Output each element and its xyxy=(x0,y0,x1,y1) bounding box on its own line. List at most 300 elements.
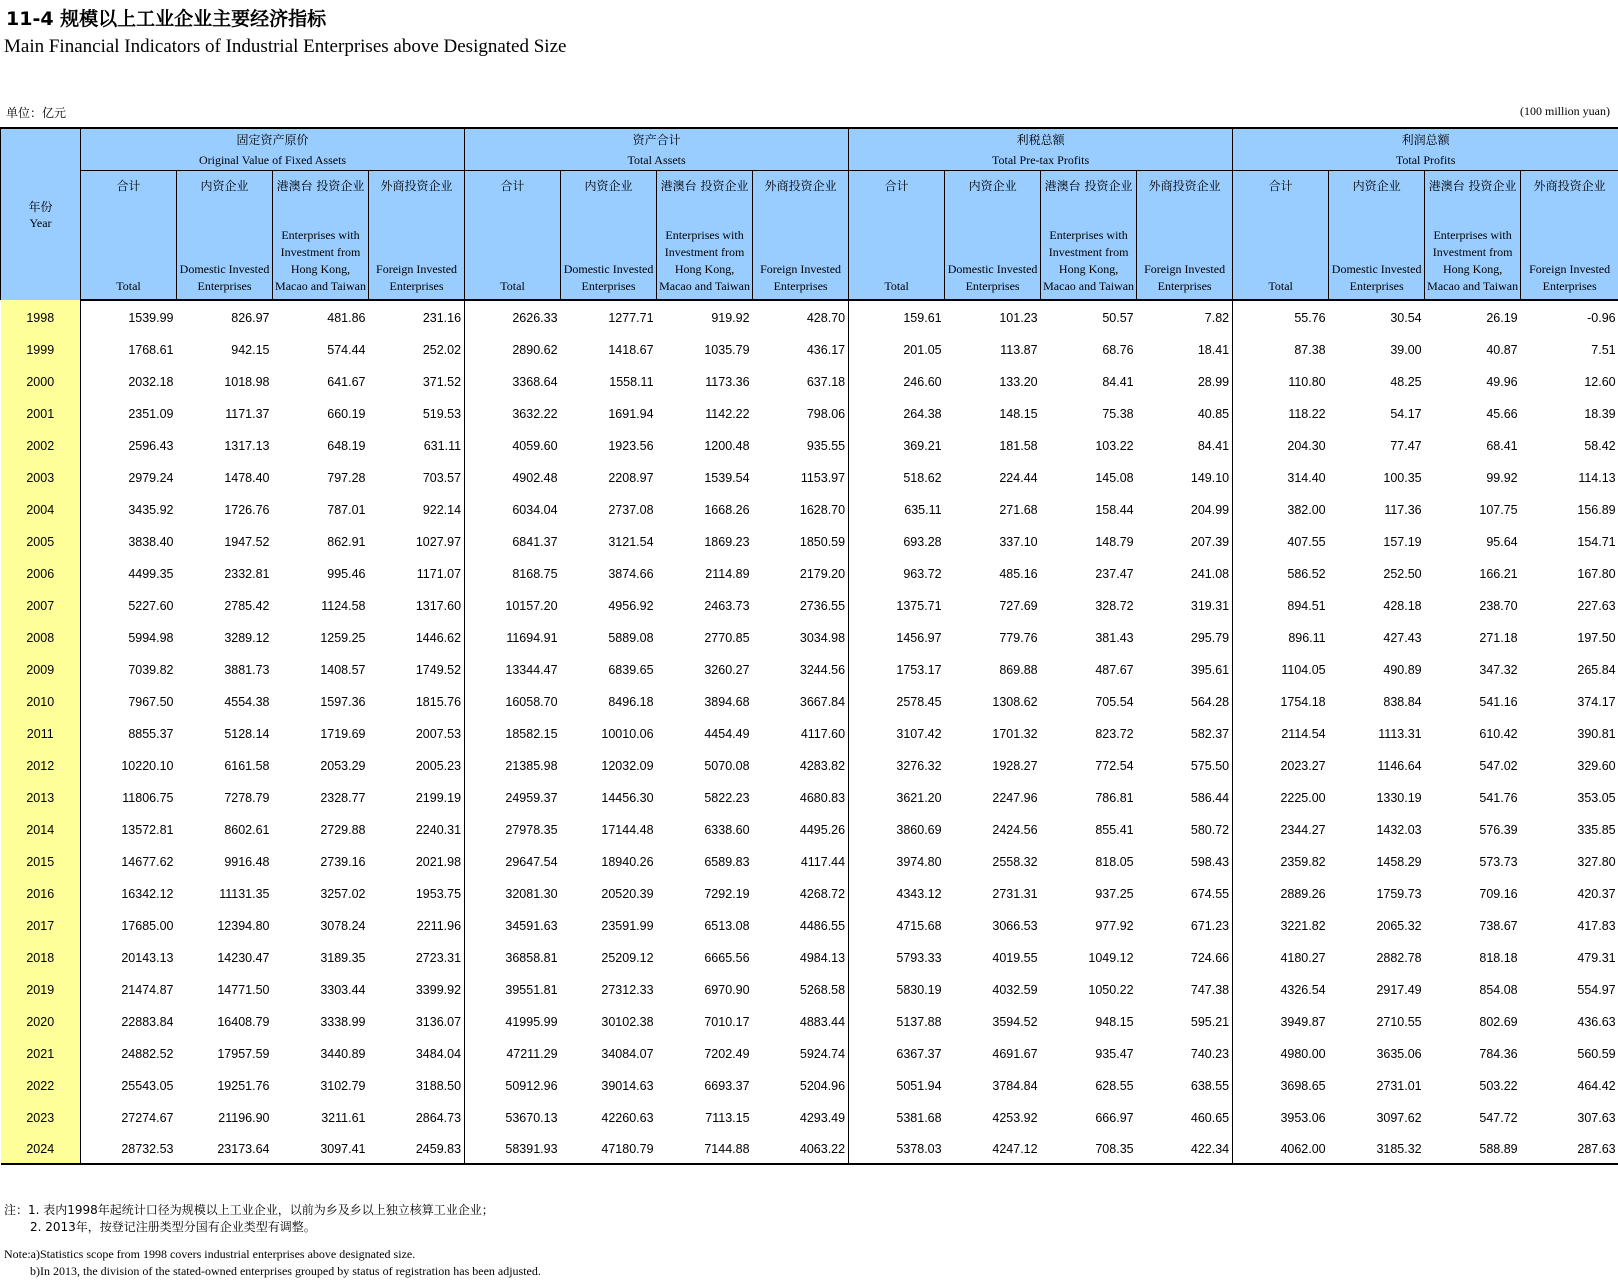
value-cell: 241.08 xyxy=(1137,556,1233,588)
value-cell: 586.44 xyxy=(1137,780,1233,812)
value-cell: 2917.49 xyxy=(1376,983,1422,997)
value-cell: 3221.82 xyxy=(1280,919,1326,933)
value-cell: 5204.96 xyxy=(753,1068,849,1100)
value-cell: 1018.98 xyxy=(224,375,270,389)
value-cell: 8602.61 xyxy=(224,823,270,837)
subcolumn-header-cn: 外商投资企业 xyxy=(1148,179,1221,193)
value-cell: 787.01 xyxy=(327,503,366,517)
year-cell: 2011 xyxy=(1,716,81,748)
value-cell: 3189.35 xyxy=(320,951,366,965)
value-cell: 237.47 xyxy=(1095,567,1134,581)
value-cell: 148.79 xyxy=(1095,535,1134,549)
value-cell: 541.76 xyxy=(1479,791,1518,805)
value-cell: 4691.67 xyxy=(992,1047,1038,1061)
note-en-1: Note:a)Statistics scope from 1998 covers industrial enterprises above designated size. xyxy=(4,1247,416,1261)
value-cell: 1173.36 xyxy=(705,375,750,389)
value-cell: 3949.87 xyxy=(1280,1015,1326,1029)
subcolumn-header-en: Foreign Invested Enterprises xyxy=(1529,262,1611,293)
value-cell: 573.73 xyxy=(1479,855,1518,869)
value-cell: 3484.04 xyxy=(369,1036,465,1068)
value-cell: 4984.13 xyxy=(753,940,849,972)
page-title-en: Main Financial Indicators of Industrial Enterprises above Designated Size xyxy=(4,36,567,57)
subcolumn-header-cn: 内资企业 xyxy=(584,179,633,193)
value-cell: 4032.59 xyxy=(992,983,1038,997)
value-cell: 197.50 xyxy=(1577,631,1616,645)
value-cell: 68.76 xyxy=(1102,343,1134,357)
value-cell: 4326.54 xyxy=(1280,983,1326,997)
value-cell: 4499.35 xyxy=(128,567,174,581)
value-cell: 4059.60 xyxy=(512,439,558,453)
value-cell: 29647.54 xyxy=(505,855,558,869)
value-cell: 1726.76 xyxy=(224,503,270,517)
table-row xyxy=(1,1132,1618,1164)
value-cell: 693.28 xyxy=(903,535,942,549)
value-cell: 17685.00 xyxy=(121,919,174,933)
value-cell: 5137.88 xyxy=(896,1015,942,1029)
value-cell: 2225.00 xyxy=(1280,791,1326,805)
value-cell: 3594.52 xyxy=(992,1015,1038,1029)
value-cell: 894.51 xyxy=(1287,599,1326,613)
value-cell: 855.41 xyxy=(1095,823,1134,837)
value-cell: 374.17 xyxy=(1577,695,1616,709)
value-cell: 10157.20 xyxy=(505,599,558,613)
value-cell: 3257.02 xyxy=(320,887,366,901)
year-cell: 2003 xyxy=(1,460,81,492)
value-cell: 3974.80 xyxy=(896,855,942,869)
value-cell: 896.11 xyxy=(1288,631,1326,645)
value-cell: 485.16 xyxy=(999,567,1038,581)
value-cell: 16058.70 xyxy=(505,695,558,709)
subcolumn-header-cn: 内资企业 xyxy=(1352,179,1401,193)
value-cell: 2208.97 xyxy=(608,471,654,485)
subcolumn-header-en: Domestic Invested Enterprises xyxy=(179,262,270,293)
value-cell: 2179.20 xyxy=(753,556,849,588)
value-cell: 2785.42 xyxy=(224,599,270,613)
table-row xyxy=(1,332,1618,364)
value-cell: 1446.62 xyxy=(369,620,465,652)
value-cell: 2359.82 xyxy=(1280,855,1326,869)
subcolumn-header xyxy=(657,171,753,301)
value-cell: 1928.27 xyxy=(992,759,1038,773)
value-cell: 24882.52 xyxy=(121,1047,174,1061)
value-cell: 2199.19 xyxy=(369,780,465,812)
table-row xyxy=(1,908,1618,940)
subcolumn-header-cn: 港澳台 投资企业 xyxy=(1428,179,1517,193)
value-cell: 21474.87 xyxy=(121,983,174,997)
year-cell: 2017 xyxy=(1,908,81,940)
value-cell: 25543.05 xyxy=(121,1079,174,1093)
table-row xyxy=(1,300,1618,332)
value-cell: 5830.19 xyxy=(896,983,942,997)
value-cell: 22883.84 xyxy=(121,1015,174,1029)
value-cell: 295.79 xyxy=(1137,620,1233,652)
subcolumn-header-en: Enterprises with Investment from Hong Kong, Macao and Taiwan xyxy=(1427,228,1519,293)
subcolumn-header xyxy=(369,171,465,301)
value-cell: 45.66 xyxy=(1486,407,1518,421)
year-cell: 2014 xyxy=(1,812,81,844)
value-cell: 99.92 xyxy=(1486,471,1518,485)
value-cell: 798.06 xyxy=(753,396,849,428)
subcolumn-header-cn: 合计 xyxy=(500,179,525,193)
value-cell: 1539.99 xyxy=(128,311,174,325)
value-cell: 18.41 xyxy=(1137,332,1233,364)
value-cell: 963.72 xyxy=(903,567,942,581)
value-cell: 2247.96 xyxy=(992,791,1038,805)
value-cell: 101.23 xyxy=(999,311,1038,325)
value-cell: 58391.93 xyxy=(465,1132,561,1164)
value-cell: 5227.60 xyxy=(128,599,174,613)
value-cell: 464.42 xyxy=(1577,1079,1616,1093)
value-cell: 7292.19 xyxy=(704,887,750,901)
value-cell: 3838.40 xyxy=(128,535,174,549)
year-cell: 2008 xyxy=(1,620,81,652)
value-cell: 1815.76 xyxy=(369,684,465,716)
subcolumn-header-cn: 港澳台 投资企业 xyxy=(1044,179,1133,193)
subcolumn-header-en: Foreign Invested Enterprises xyxy=(760,262,842,293)
year-cell: 2006 xyxy=(1,556,81,588)
value-cell: 595.21 xyxy=(1137,1004,1233,1036)
value-cell: 6839.65 xyxy=(608,663,654,677)
year-cell: 2020 xyxy=(1,1004,81,1036)
value-cell: 6841.37 xyxy=(512,535,558,549)
value-cell: 995.46 xyxy=(327,567,366,581)
year-cell: 2000 xyxy=(1,364,81,396)
value-cell: 3399.92 xyxy=(369,972,465,1004)
value-cell: 18582.15 xyxy=(505,727,558,741)
value-cell: 2332.81 xyxy=(224,567,270,581)
value-cell: 1049.12 xyxy=(1088,951,1134,965)
note-cn-2: 2. 2013年，按登记注册类型分国有企业类型有调整。 xyxy=(30,1220,316,1234)
indicators-table xyxy=(0,127,1618,1165)
value-cell: 40.85 xyxy=(1137,396,1233,428)
table-row xyxy=(1,812,1618,844)
value-cell: 674.55 xyxy=(1137,876,1233,908)
value-cell: 27274.67 xyxy=(121,1111,174,1125)
subcolumn-header-en: Domestic Invested Enterprises xyxy=(1331,262,1422,293)
value-cell: 117.36 xyxy=(1384,503,1422,517)
value-cell: 26.19 xyxy=(1486,311,1518,325)
value-cell: 4180.27 xyxy=(1280,951,1326,965)
subcolumn-header-en: Total xyxy=(1268,279,1293,293)
group-header-cn: 资产合计 xyxy=(632,132,681,147)
value-cell: 420.37 xyxy=(1577,887,1616,901)
group-header-en: Total Pre-tax Profits xyxy=(992,152,1090,167)
subcolumn-header-en: Domestic Invested Enterprises xyxy=(563,262,654,293)
value-cell: 3635.06 xyxy=(1376,1047,1422,1061)
value-cell: 75.38 xyxy=(1102,407,1134,421)
table-row xyxy=(1,876,1618,908)
value-cell: 335.85 xyxy=(1577,823,1616,837)
value-cell: 167.80 xyxy=(1577,567,1616,581)
year-cell: 2012 xyxy=(1,748,81,780)
subcolumn-header-en: Enterprises with Investment from Hong Kong, Macao and Taiwan xyxy=(659,228,750,293)
value-cell: 3289.12 xyxy=(224,631,270,645)
value-cell: 641.67 xyxy=(327,375,366,389)
value-cell: 5994.98 xyxy=(128,631,174,645)
value-cell: 935.55 xyxy=(753,428,849,460)
value-cell: 4283.82 xyxy=(753,748,849,780)
year-cell: 2002 xyxy=(1,428,81,460)
value-cell: 2053.29 xyxy=(320,759,366,773)
value-cell: 648.19 xyxy=(327,439,366,453)
note-cn-1: 注：1. 表内1998年起统计口径为规模以上工业企业，以前为乡及乡以上独立核算工业企业； xyxy=(4,1203,494,1217)
group-header xyxy=(81,128,465,171)
table-row xyxy=(1,620,1618,652)
value-cell: 103.22 xyxy=(1095,439,1134,453)
value-cell: 390.81 xyxy=(1577,727,1616,741)
value-cell: 5924.74 xyxy=(753,1036,849,1068)
table-row xyxy=(1,972,1618,1004)
value-cell: 133.20 xyxy=(999,375,1038,389)
year-cell: 2018 xyxy=(1,940,81,972)
value-cell: 666.97 xyxy=(1095,1111,1134,1125)
value-cell: 428.70 xyxy=(753,300,849,332)
value-cell: 264.38 xyxy=(903,407,942,421)
subcolumn-header-en: Domestic Invested Enterprises xyxy=(947,262,1038,293)
subcolumn-header xyxy=(945,171,1041,301)
subcolumn-header-cn: 合计 xyxy=(1268,179,1293,193)
value-cell: 7202.49 xyxy=(704,1047,750,1061)
group-header xyxy=(465,128,849,171)
footnotes xyxy=(4,1202,541,1280)
subcolumn-header-cn: 港澳台 投资企业 xyxy=(276,179,365,193)
value-cell: 287.63 xyxy=(1521,1132,1618,1164)
value-cell: 2459.83 xyxy=(369,1132,465,1164)
value-cell: 818.05 xyxy=(1095,855,1134,869)
value-cell: 4956.92 xyxy=(608,599,654,613)
value-cell: 181.58 xyxy=(999,439,1038,453)
subcolumn-header xyxy=(1233,171,1329,301)
value-cell: 3102.79 xyxy=(320,1079,366,1093)
value-cell: 6970.90 xyxy=(704,983,750,997)
value-cell: 20520.39 xyxy=(601,887,654,901)
value-cell: 586.52 xyxy=(1287,567,1326,581)
value-cell: 5793.33 xyxy=(896,951,942,965)
value-cell: 1478.40 xyxy=(224,471,270,485)
value-cell: 204.30 xyxy=(1287,439,1326,453)
value-cell: 580.72 xyxy=(1137,812,1233,844)
value-cell: 371.52 xyxy=(369,364,465,396)
value-cell: 2736.55 xyxy=(753,588,849,620)
value-cell: 1923.56 xyxy=(608,439,654,453)
value-cell: 2007.53 xyxy=(369,716,465,748)
value-cell: 10010.06 xyxy=(601,727,654,741)
value-cell: 922.14 xyxy=(369,492,465,524)
value-cell: 705.54 xyxy=(1095,695,1134,709)
value-cell: 1869.23 xyxy=(704,535,750,549)
value-cell: 854.08 xyxy=(1479,983,1518,997)
value-cell: 1418.67 xyxy=(608,343,654,357)
value-cell: 10220.10 xyxy=(121,759,174,773)
value-cell: 87.38 xyxy=(1294,343,1326,357)
value-cell: 1628.70 xyxy=(753,492,849,524)
value-cell: 40.87 xyxy=(1486,343,1518,357)
value-cell: 4117.60 xyxy=(753,716,849,748)
value-cell: 6161.58 xyxy=(224,759,270,773)
value-cell: 3894.68 xyxy=(704,695,750,709)
value-cell: 34591.63 xyxy=(505,919,558,933)
value-cell: 3211.61 xyxy=(321,1111,366,1125)
year-cell: 1999 xyxy=(1,332,81,364)
value-cell: 786.81 xyxy=(1095,791,1134,805)
value-cell: 3097.41 xyxy=(273,1132,369,1164)
value-cell: 21196.90 xyxy=(218,1111,270,1125)
value-cell: 738.67 xyxy=(1479,919,1518,933)
value-cell: 39014.63 xyxy=(601,1079,654,1093)
value-cell: 1701.32 xyxy=(992,727,1038,741)
group-header-en: Original Value of Fixed Assets xyxy=(198,152,347,167)
value-cell: 2558.32 xyxy=(992,855,1038,869)
value-cell: 2731.31 xyxy=(992,887,1038,901)
value-cell: 271.18 xyxy=(1479,631,1518,645)
value-cell: 1749.52 xyxy=(369,652,465,684)
value-cell: 2710.55 xyxy=(1376,1015,1422,1029)
value-cell: 3078.24 xyxy=(320,919,366,933)
group-header-en: Total Assets xyxy=(627,152,686,167)
value-cell: 2023.27 xyxy=(1280,759,1326,773)
value-cell: 3698.65 xyxy=(1280,1079,1326,1093)
value-cell: 23173.64 xyxy=(177,1132,273,1164)
value-cell: 23591.99 xyxy=(601,919,654,933)
value-cell: 4554.38 xyxy=(224,695,270,709)
table-row xyxy=(1,780,1618,812)
value-cell: 2890.62 xyxy=(512,343,558,357)
value-cell: 942.15 xyxy=(231,343,270,357)
value-cell: 3881.73 xyxy=(224,663,270,677)
value-cell: -0.96 xyxy=(1587,311,1616,325)
value-cell: 25209.12 xyxy=(601,951,654,965)
value-cell: 588.89 xyxy=(1425,1132,1521,1164)
subcolumn-header-en: Total xyxy=(116,279,141,293)
group-header-en: Total Profits xyxy=(1395,152,1456,167)
value-cell: 1308.62 xyxy=(992,695,1038,709)
value-cell: 5378.03 xyxy=(849,1132,945,1164)
year-header-cn: 年份 xyxy=(28,199,53,214)
value-cell: 224.44 xyxy=(999,471,1038,485)
group-header-cn: 利润总额 xyxy=(1401,132,1450,147)
value-cell: 826.97 xyxy=(231,311,270,325)
value-cell: 407.55 xyxy=(1287,535,1326,549)
value-cell: 503.22 xyxy=(1479,1079,1518,1093)
value-cell: 2065.32 xyxy=(1376,919,1422,933)
value-cell: 1035.79 xyxy=(704,343,750,357)
value-cell: 7.82 xyxy=(1137,300,1233,332)
value-cell: 4495.26 xyxy=(753,812,849,844)
value-cell: 582.37 xyxy=(1137,716,1233,748)
value-cell: 2770.85 xyxy=(704,631,750,645)
table-row xyxy=(1,588,1618,620)
value-cell: 564.28 xyxy=(1137,684,1233,716)
value-cell: 28.99 xyxy=(1137,364,1233,396)
value-cell: 977.92 xyxy=(1095,919,1134,933)
value-cell: 919.92 xyxy=(711,311,750,325)
value-cell: 1277.71 xyxy=(608,311,654,325)
value-cell: 4253.92 xyxy=(992,1111,1038,1125)
value-cell: 12.60 xyxy=(1584,375,1616,389)
value-cell: 204.99 xyxy=(1137,492,1233,524)
value-cell: 818.18 xyxy=(1479,951,1518,965)
value-cell: 145.08 xyxy=(1095,471,1134,485)
value-cell: 157.19 xyxy=(1383,535,1422,549)
value-cell: 7039.82 xyxy=(128,663,174,677)
value-cell: 3784.84 xyxy=(992,1079,1038,1093)
value-cell: 395.61 xyxy=(1137,652,1233,684)
value-cell: 382.00 xyxy=(1287,503,1326,517)
value-cell: 20143.13 xyxy=(121,951,174,965)
value-cell: 32081.30 xyxy=(505,887,558,901)
value-cell: 2731.01 xyxy=(1376,1079,1422,1093)
value-cell: 16408.79 xyxy=(217,1015,270,1029)
value-cell: 337.10 xyxy=(999,535,1038,549)
subcolumn-header xyxy=(1041,171,1137,301)
value-cell: 747.38 xyxy=(1137,972,1233,1004)
value-cell: 84.41 xyxy=(1137,428,1233,460)
value-cell: 5822.23 xyxy=(704,791,750,805)
value-cell: 4117.44 xyxy=(753,844,849,876)
value-cell: 3621.20 xyxy=(896,791,942,805)
group-header-cn: 固定资产原价 xyxy=(236,132,309,147)
value-cell: 727.69 xyxy=(999,599,1038,613)
value-cell: 265.84 xyxy=(1577,663,1616,677)
value-cell: 159.61 xyxy=(903,311,942,325)
year-cell: 2004 xyxy=(1,492,81,524)
subcolumn-header xyxy=(1329,171,1425,301)
value-cell: 436.17 xyxy=(753,332,849,364)
value-cell: 50912.96 xyxy=(505,1079,558,1093)
value-cell: 823.72 xyxy=(1095,727,1134,741)
value-cell: 11694.91 xyxy=(506,631,558,645)
subcolumn-header xyxy=(1425,171,1521,301)
value-cell: 3303.44 xyxy=(320,983,366,997)
value-cell: 27978.35 xyxy=(505,823,558,837)
value-cell: 1597.36 xyxy=(320,695,366,709)
value-cell: 3136.07 xyxy=(369,1004,465,1036)
value-cell: 201.05 xyxy=(903,343,942,357)
value-cell: 1753.17 xyxy=(896,663,942,677)
subcolumn-header xyxy=(753,171,849,301)
value-cell: 740.23 xyxy=(1137,1036,1233,1068)
value-cell: 13344.47 xyxy=(505,663,558,677)
value-cell: 2424.56 xyxy=(992,823,1038,837)
value-cell: 2005.23 xyxy=(369,748,465,780)
value-cell: 541.16 xyxy=(1479,695,1518,709)
value-cell: 1754.18 xyxy=(1280,695,1326,709)
value-cell: 347.32 xyxy=(1479,663,1518,677)
value-cell: 369.21 xyxy=(903,439,942,453)
value-cell: 4980.00 xyxy=(1280,1047,1326,1061)
value-cell: 353.05 xyxy=(1577,791,1616,805)
value-cell: 2626.33 xyxy=(512,311,558,325)
value-cell: 3338.99 xyxy=(320,1015,366,1029)
year-cell: 2023 xyxy=(1,1100,81,1132)
value-cell: 2032.18 xyxy=(128,375,174,389)
table-row xyxy=(1,684,1618,716)
value-cell: 784.36 xyxy=(1479,1047,1518,1061)
value-cell: 3632.22 xyxy=(512,407,558,421)
year-cell: 2015 xyxy=(1,844,81,876)
subcolumn-header xyxy=(561,171,657,301)
value-cell: 4680.83 xyxy=(753,780,849,812)
value-cell: 5889.08 xyxy=(608,631,654,645)
value-cell: 13572.81 xyxy=(121,823,174,837)
value-cell: 17144.48 xyxy=(601,823,654,837)
value-cell: 8168.75 xyxy=(512,567,558,581)
value-cell: 1200.48 xyxy=(704,439,750,453)
value-cell: 708.35 xyxy=(1041,1132,1137,1164)
value-cell: 47180.79 xyxy=(561,1132,657,1164)
value-cell: 68.41 xyxy=(1486,439,1518,453)
year-cell: 2019 xyxy=(1,972,81,1004)
